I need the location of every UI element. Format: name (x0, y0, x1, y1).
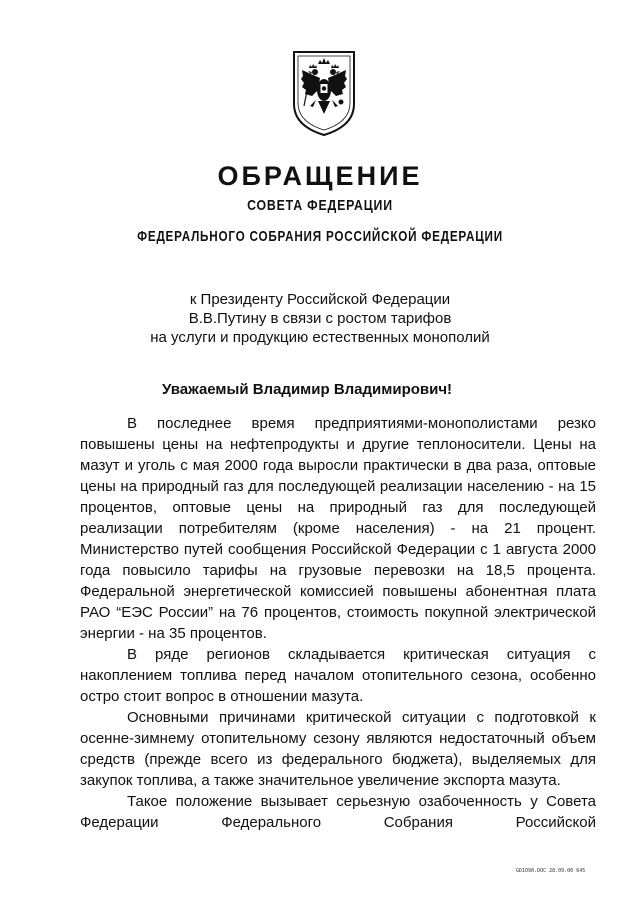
body-paragraph-4: Такое положение вызывает серьезную озабоченность у Совета Федерации Федерального Собрания Российской (80, 793, 596, 831)
body-paragraph-3: Основными причинами критической ситуации с подготовкой к осенне-зимнему отопительному сезону являются недостаточный объем средств (прежде всего из федерального бюджета), выделяемых для закупок топлива, а также значительное увеличение экспорта мазута. (80, 709, 596, 789)
document-title: ОБРАЩЕНИЕ (217, 161, 423, 191)
body-text (80, 413, 596, 833)
addressee-line1: к Президенту Российской Федерации (189, 291, 451, 308)
russian-coat-of-arms-icon (290, 46, 358, 138)
body-paragraph-2: В ряде регионов складывается критическая ситуация с накоплением топлива перед началом отопительного сезона, особенно остро стоит вопрос в отношении мазута. (80, 646, 596, 705)
document-footer-code: GD1090.DOC 28.09.00 645 (516, 868, 586, 874)
document-subtitle-line2: ФЕДЕРАЛЬНОГО СОБРАНИЯ РОССИЙСКОЙ ФЕДЕРАЦИИ (137, 228, 503, 245)
addressee-line3: на услуги и продукцию естественных монополий (150, 329, 490, 346)
greeting: Уважаемый Владимир Владимирович! (162, 381, 453, 398)
document-subtitle-line1: СОВЕТА ФЕДЕРАЦИИ (247, 197, 393, 214)
body-paragraph-1: В последнее время предприятиями-монополистами резко повышены цены на нефтепродукты и другие теплоносители. Цены на мазут и уголь с мая 2000 года выросли практически в два раза, оптовые цены на природный газ для последующей реализации населению - на 15 процентов, оптовые цены на природный газ для последующей реализации потребителям (кроме населения) - на 21 процент. Министерство путей сообщения Российской Федерации с 1 августа 2000 года повысило тарифы на грузовые перевозки на 18,5 процента. Федеральной энергетической комиссией повышены абонентная плата РАО “ЕЭС России” на 76 процентов, стоимость покупной электрической энергии - на 35 процентов. (80, 415, 596, 642)
addressee-line2: В.В.Путину в связи с ростом тарифов (188, 310, 452, 327)
addressee-block (0, 290, 640, 347)
